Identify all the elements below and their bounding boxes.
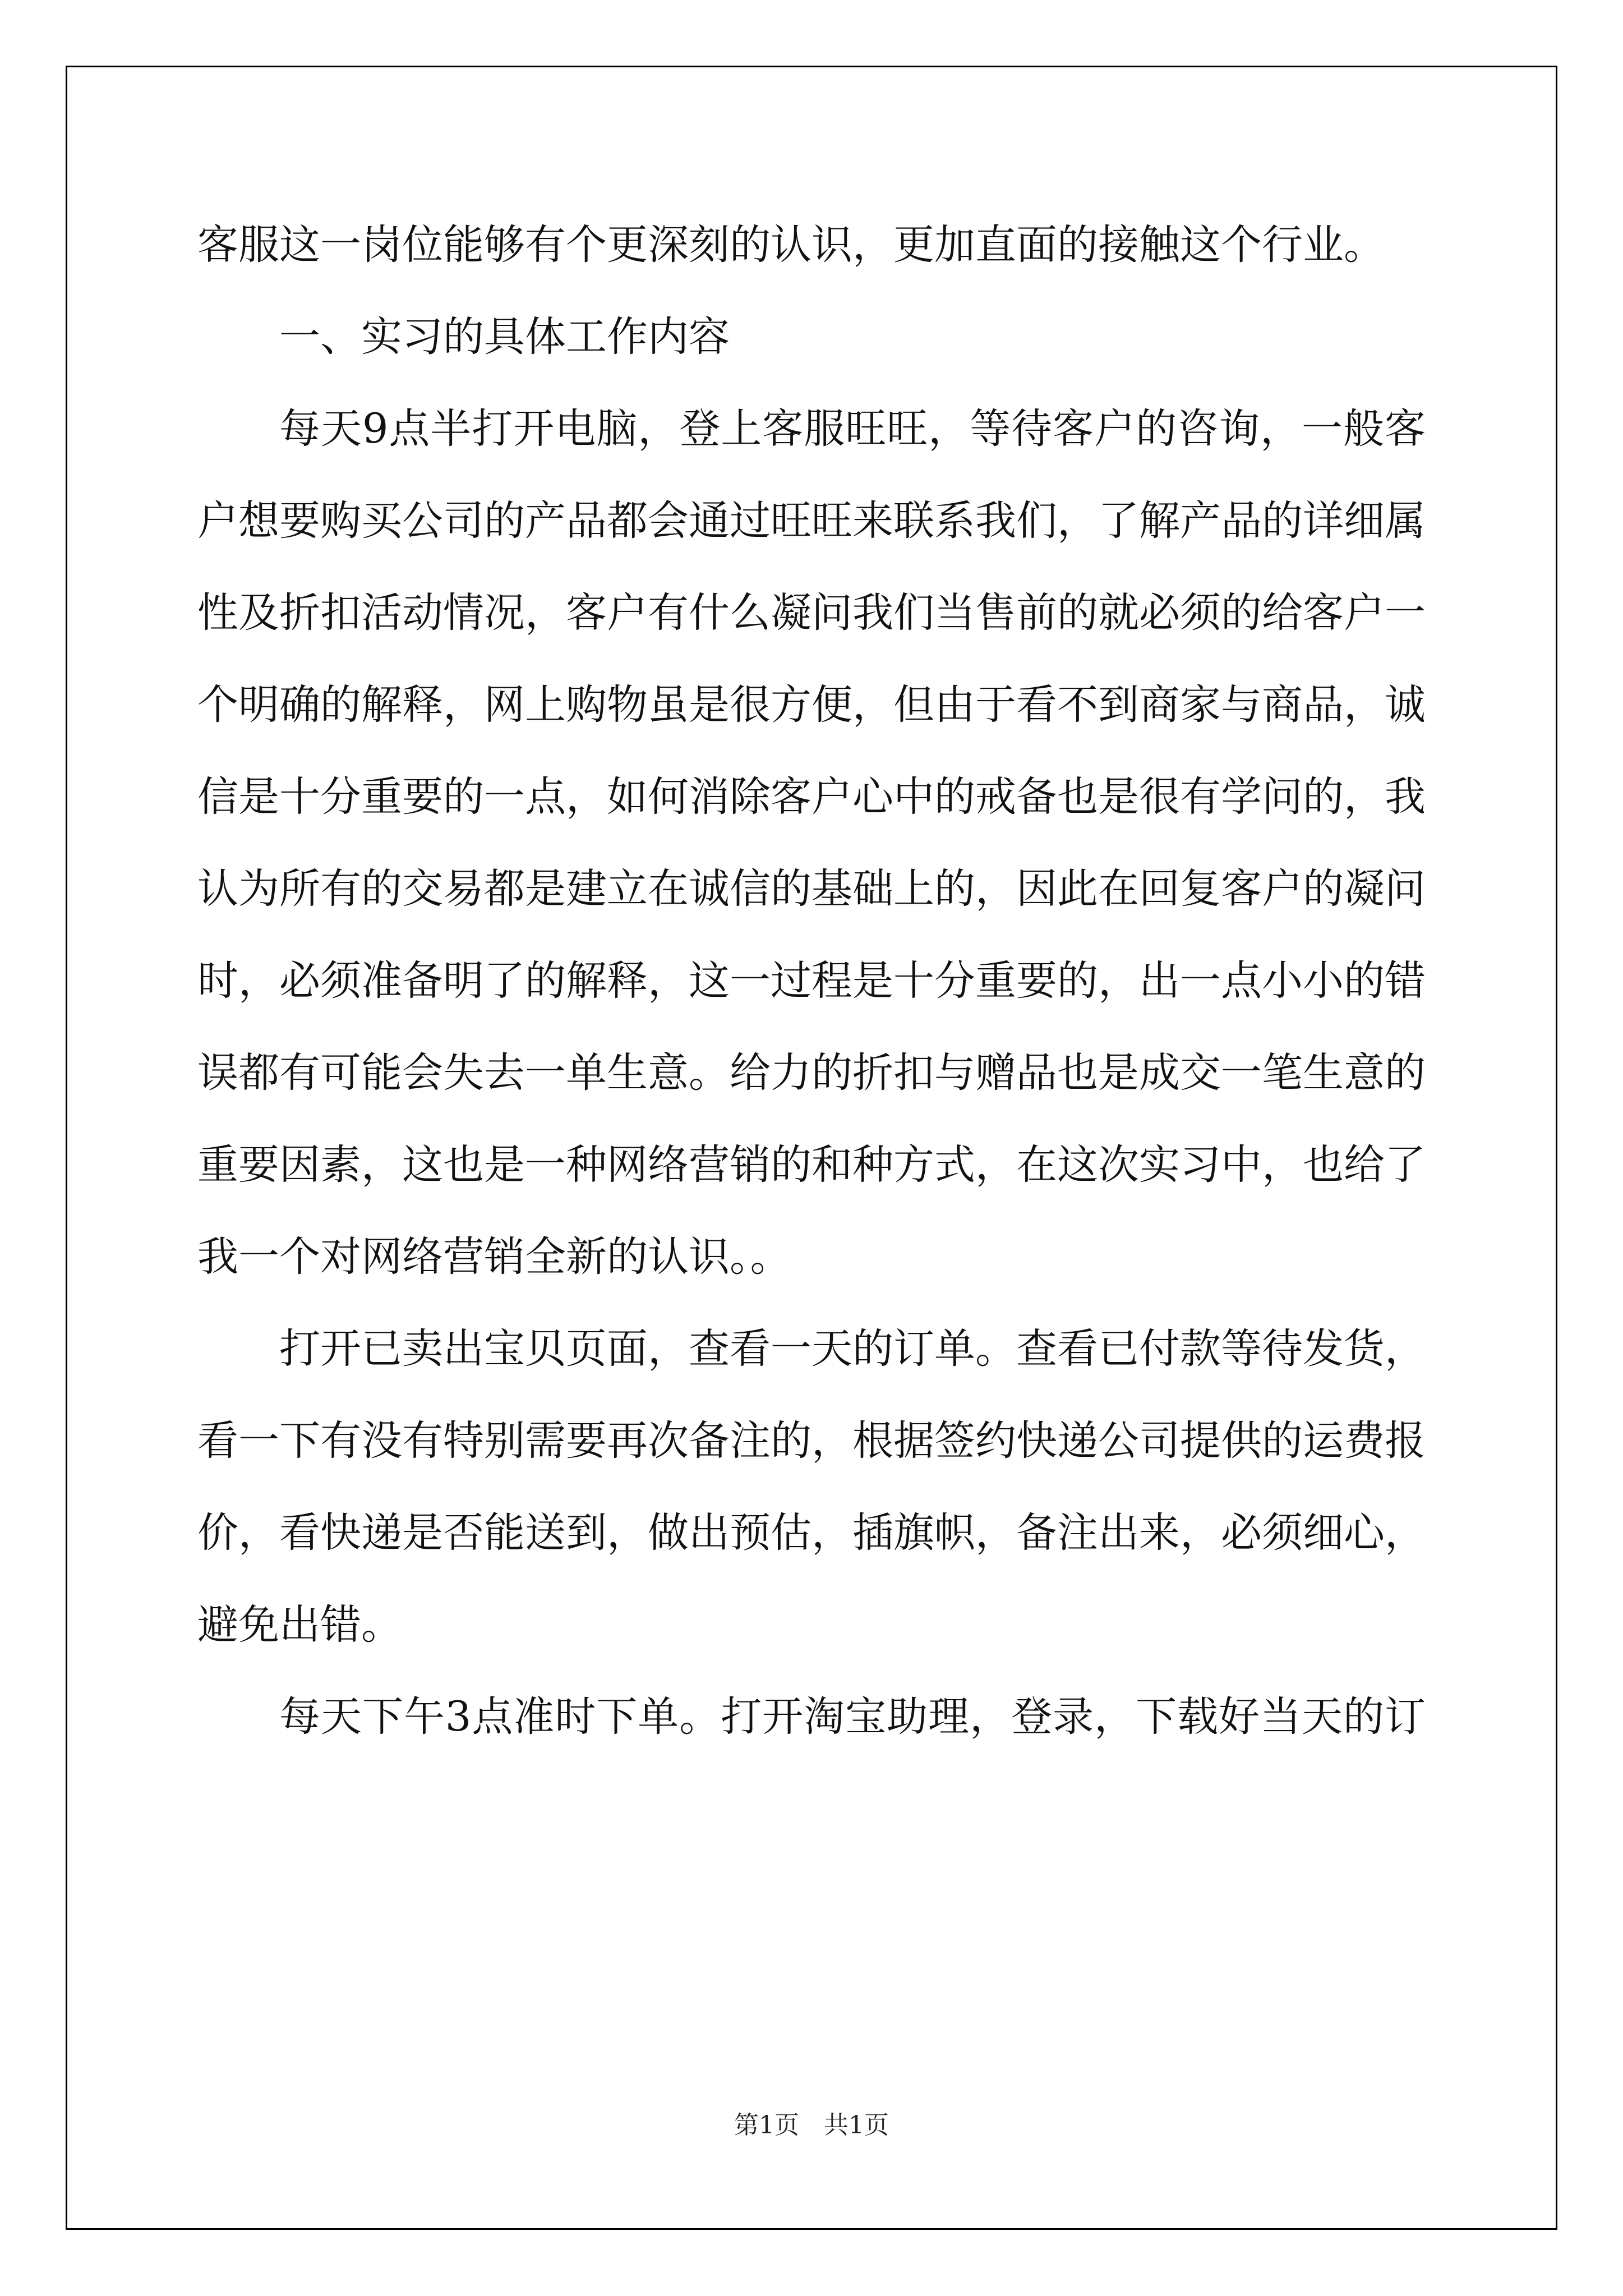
text-line: 信是十分重要的一点，如何消除客户心中的戒备也是很有学问的，我 — [197, 773, 1426, 821]
page-footer: 第1页 共1页 — [734, 2111, 889, 2139]
text-line: 我一个对网络营销全新的认识。。 — [197, 1233, 791, 1281]
text-line: 避免出错。 — [197, 1601, 402, 1649]
text-line: 误都有可能会失去一单生意。给力的折扣与赠品也是成交一笔生意的 — [197, 1049, 1426, 1097]
document-body — [197, 199, 1426, 1763]
text-line: 一、实习的具体工作内容 — [279, 313, 730, 361]
text-line: 性及折扣活动情况，客户有什么凝问我们当售前的就必须的给客户一 — [197, 589, 1426, 637]
text-line: 每天下午3点准时下单。打开淘宝助理，登录，下载好当天的订 — [279, 1693, 1426, 1741]
text-line: 户想要购买公司的产品都会通过旺旺来联系我们，了解产品的详细属 — [197, 497, 1426, 545]
text-line: 每天9点半打开电脑，登上客服旺旺，等待客户的咨询，一般客 — [279, 405, 1426, 453]
text-line: 打开已卖出宝贝页面，查看一天的订单。查看已付款等待发货， — [279, 1325, 1426, 1373]
text-line: 价，看快递是否能送到，做出预估，插旗帜，备注出来，必须细心， — [197, 1509, 1426, 1557]
text-line: 个明确的解释，网上购物虽是很方便，但由于看不到商家与商品，诚 — [197, 681, 1426, 729]
text-line: 看一下有没有特别需要再次备注的，根据签约快递公司提供的运费报 — [197, 1417, 1426, 1465]
text-line: 重要因素，这也是一种网络营销的和种方式，在这次实习中，也给了 — [197, 1141, 1426, 1189]
text-line: 客服这一岗位能够有个更深刻的认识，更加直面的接触这个行业。 — [197, 221, 1385, 269]
text-line: 认为所有的交易都是建立在诚信的基础上的，因此在回复客户的凝问 — [197, 865, 1426, 913]
text-line: 时，必须准备明了的解释，这一过程是十分重要的，出一点小小的错 — [197, 957, 1426, 1005]
